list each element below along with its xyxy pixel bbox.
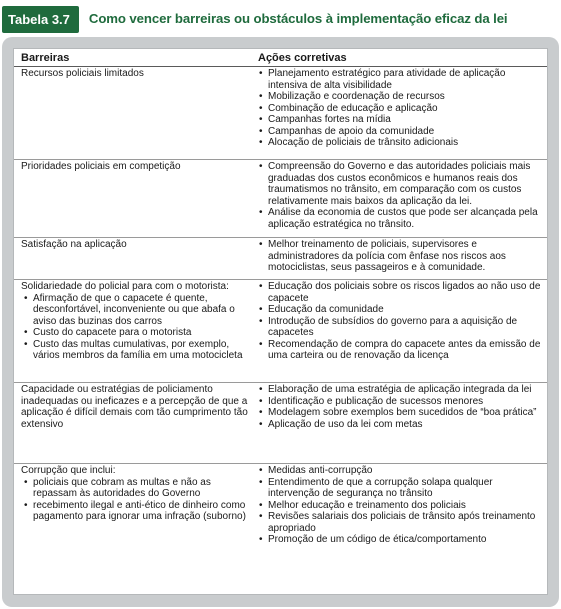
barrier-text: Corrupção que inclui: (21, 465, 116, 476)
actions-list (258, 239, 541, 274)
table-row (14, 238, 547, 280)
barrier-sublist (23, 477, 248, 523)
actions-cell (254, 383, 547, 464)
action-item: • Identificação e publicação de sucessos menores (258, 396, 541, 408)
action-item: • Mobilização e coordenação de recursos (258, 91, 541, 103)
table-row (14, 464, 547, 558)
actions-list (258, 281, 541, 362)
barriers-table (14, 49, 547, 557)
action-item: • Educação dos policiais sobre os riscos ligados ao não uso de capacete (258, 281, 541, 304)
barrier-text: Prioridades policiais em competição (21, 161, 181, 172)
action-item: • Alocação de policiais de trânsito adicionais (258, 137, 541, 149)
barrier-subitem: • Custo das multas cumulativas, por exemplo, vários membros da família em uma motocicleta (23, 339, 248, 362)
barrier-cell (14, 238, 254, 280)
actions-list (258, 161, 541, 230)
barrier-cell (14, 67, 254, 160)
action-item: • Análise da economia de custos que pode ser alcançada pela aplicação estratégica no trânsito. (258, 207, 541, 230)
table-body (14, 67, 547, 558)
barrier-cell (14, 464, 254, 558)
barrier-cell (14, 160, 254, 238)
table-header-row (14, 49, 547, 67)
barrier-subitem: • recebimento ilegal e anti-ético de dinheiro como pagamento para ignorar uma infração (suborno) (23, 500, 248, 523)
table-row (14, 67, 547, 160)
table-number-badge: Tabela 3.7 (2, 6, 79, 33)
action-item: • Combinação de educação e aplicação (258, 103, 541, 115)
actions-cell (254, 67, 547, 160)
barrier-subitem: • Afirmação de que o capacete é quente, desconfortável, inconveniente ou que abafa o aviso das buzinas dos carros (23, 293, 248, 328)
actions-cell (254, 280, 547, 383)
action-item: • Melhor treinamento de policiais, supervisores e administradores da polícia com ênfase nos riscos aos motociclistas, seus passageiros e à comunidade. (258, 239, 541, 274)
table-row (14, 383, 547, 464)
actions-list (258, 465, 541, 546)
barrier-text: Satisfação na aplicação (21, 239, 127, 250)
actions-list (258, 384, 541, 430)
barrier-subitem: • policiais que cobram as multas e não as repassam às autoridades do Governo (23, 477, 248, 500)
actions-cell (254, 464, 547, 558)
action-item: • Aplicação de uso da lei com metas (258, 419, 541, 431)
action-item: • Elaboração de uma estratégia de aplicação integrada da lei (258, 384, 541, 396)
actions-list (258, 68, 541, 149)
action-item: • Revisões salariais dos policiais de trânsito após treinamento apropriado (258, 511, 541, 534)
table-title: Como vencer barreiras ou obstáculos à implementação eficaz da lei (88, 11, 508, 26)
header-acoes-corretivas: Ações corretivas (254, 49, 547, 67)
action-item: • Planejamento estratégico para atividade de aplicação intensiva de alta visibilidade (258, 68, 541, 91)
barrier-cell (14, 280, 254, 383)
barrier-text: Solidariedade do policial para com o motorista: (21, 281, 229, 292)
action-item: • Compreensão do Governo e das autoridades policiais mais graduadas dos custos econômicos e humanos reais dos traumatismos no trânsito, em comparação com os custos relativamente mais baixos da aplicação da lei. (258, 161, 541, 207)
action-item: • Campanhas fortes na mídia (258, 114, 541, 126)
action-item: • Entendimento de que a corrupção solapa qualquer intervenção de segurança no trânsito (258, 477, 541, 500)
barrier-text: Recursos policiais limitados (21, 68, 144, 79)
table-row (14, 280, 547, 383)
action-item: • Introdução de subsídios do governo para a aquisição de capacetes (258, 316, 541, 339)
table-caption (2, 2, 559, 35)
actions-cell (254, 160, 547, 238)
action-item: • Promoção de um código de ética/comportamento (258, 534, 541, 546)
action-item: • Recomendação de compra do capacete antes da emissão de uma carteira ou de renovação da licença (258, 339, 541, 362)
header-barreiras: Barreiras (14, 49, 254, 67)
action-item: • Melhor educação e treinamento dos policiais (258, 500, 541, 512)
barrier-subitem: • Custo do capacete para o motorista (23, 327, 248, 339)
action-item: • Campanhas de apoio da comunidade (258, 126, 541, 138)
table-frame (2, 37, 559, 607)
barrier-sublist (23, 293, 248, 362)
barrier-cell (14, 383, 254, 464)
table-row (14, 160, 547, 238)
action-item: • Modelagem sobre exemplos bem sucedidos de “boa prática” (258, 407, 541, 419)
table-container (13, 48, 548, 595)
action-item: • Educação da comunidade (258, 304, 541, 316)
action-item: • Medidas anti-corrupção (258, 465, 541, 477)
actions-cell (254, 238, 547, 280)
barrier-text: Capacidade ou estratégias de policiamento inadequadas ou ineficazes e a percepção de que a aplicação é difícil demais com tão cumprimento tão extensivo (21, 384, 248, 430)
